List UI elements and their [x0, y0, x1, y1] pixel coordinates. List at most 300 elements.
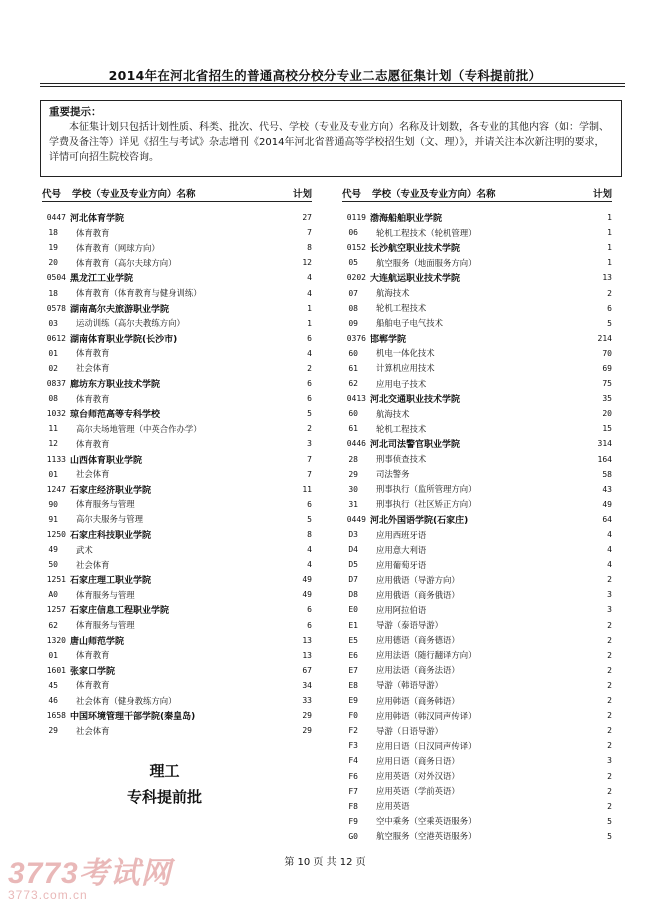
row-plan: 8 — [307, 243, 312, 253]
row-code: 05 — [348, 258, 358, 268]
major-row — [342, 663, 612, 678]
major-row — [342, 376, 612, 391]
major-row — [42, 678, 312, 693]
row-plan: 29 — [302, 711, 312, 721]
major-row — [342, 678, 612, 693]
major-row — [342, 285, 612, 300]
major-row — [42, 225, 312, 240]
row-code: 91 — [48, 514, 58, 524]
school-row — [342, 210, 612, 225]
school-row — [42, 452, 312, 467]
row-code: 1250 — [46, 530, 66, 540]
row-plan: 5 — [307, 409, 312, 419]
row-code: 18 — [48, 228, 58, 238]
row-name: 石家庄信息工程职业学院 — [70, 606, 170, 617]
major-row — [42, 316, 312, 331]
major-row — [342, 587, 612, 602]
row-plan: 214 — [597, 333, 612, 343]
section-title-batch: 专科提前批 — [126, 788, 202, 806]
major-row — [342, 784, 612, 799]
major-row — [342, 723, 612, 738]
title-underline-2 — [40, 86, 625, 87]
row-name: 体育教育 — [76, 227, 110, 238]
row-name: 航空服务（地面服务方向） — [376, 257, 477, 268]
row-code: F9 — [348, 816, 358, 826]
row-plan: 58 — [602, 469, 612, 479]
major-row — [342, 814, 612, 829]
row-name: 刑事侦查技术 — [376, 454, 427, 465]
row-name: 渤海船舶职业学院 — [370, 214, 443, 225]
row-plan: 7 — [307, 469, 312, 479]
row-name: 体育服务与管理 — [76, 620, 135, 631]
row-plan: 64 — [602, 514, 612, 524]
major-row — [342, 225, 612, 240]
row-plan: 4 — [607, 560, 612, 570]
row-name: 应用英语（学前英语） — [376, 786, 460, 797]
major-row — [342, 467, 612, 482]
row-code: 1133 — [46, 454, 66, 464]
row-plan: 1 — [607, 243, 612, 253]
school-row — [342, 331, 612, 346]
left-column — [42, 186, 312, 738]
row-name: 琼台师范高等专科学校 — [70, 410, 161, 421]
row-code: D4 — [348, 545, 358, 555]
row-plan: 4 — [307, 273, 312, 283]
school-row — [342, 436, 612, 451]
row-name: 导游（日语导游） — [376, 725, 443, 736]
row-name: 航海技术 — [376, 288, 410, 299]
major-row — [42, 421, 312, 436]
row-code: 62 — [48, 620, 58, 630]
row-name: 体育教育 — [76, 393, 110, 404]
table-header — [42, 186, 312, 202]
school-row — [42, 376, 312, 391]
major-row — [342, 572, 612, 587]
row-code: 0837 — [46, 379, 66, 389]
school-row — [42, 482, 312, 497]
major-row — [342, 633, 612, 648]
row-name: 导游（韩语导游） — [376, 680, 443, 691]
row-code: E5 — [348, 635, 358, 645]
row-code: 61 — [348, 424, 358, 434]
row-plan: 6 — [307, 605, 312, 615]
major-row — [342, 527, 612, 542]
school-row — [42, 708, 312, 723]
row-name: 廊坊东方职业技术学院 — [70, 380, 161, 391]
school-row — [342, 270, 612, 285]
notice-body: 本征集计划只包括计划性质、科类、批次、代号、学校（专业及专业方向）名称及计划数，各专业的其他内容（如：学制、学费及备注等）详见《招生与考试》杂志增刊《2014年河北省普通高等学校招生划（文、理）》，并请关注本次新注明的要求，详情可向招生院校咨询。 — [49, 122, 609, 163]
row-name: 航空服务（空港英语服务） — [376, 831, 477, 842]
row-name: 应用英语（对外汉语） — [376, 771, 460, 782]
row-code: 18 — [48, 288, 58, 298]
row-name: 湖南体育职业学院(长沙市) — [70, 334, 178, 345]
row-code: 1320 — [46, 635, 66, 645]
watermark-logo — [8, 848, 172, 902]
row-name: 空中乘务（空乘英语服务） — [376, 816, 477, 827]
row-code: 0413 — [346, 394, 366, 404]
row-name: 中国环境管理干部学院(秦皇岛) — [70, 712, 196, 723]
row-code: 30 — [348, 484, 358, 494]
major-row — [42, 361, 312, 376]
major-row — [42, 346, 312, 361]
row-name: 应用意大利语 — [376, 544, 427, 555]
row-name: 社会体育 — [76, 363, 110, 374]
major-row — [342, 602, 612, 617]
row-name: 应用韩语（韩汉同声传译） — [376, 710, 477, 721]
row-plan: 6 — [307, 499, 312, 509]
major-row — [42, 255, 312, 270]
row-plan: 314 — [597, 439, 612, 449]
row-name: 高尔夫服务与管理 — [76, 514, 143, 525]
row-plan: 35 — [602, 394, 612, 404]
row-code: 46 — [48, 696, 58, 706]
row-code: 1032 — [46, 409, 66, 419]
major-row — [42, 436, 312, 451]
row-code: 0119 — [346, 213, 366, 223]
row-code: E0 — [348, 605, 358, 615]
row-code: 02 — [48, 363, 58, 373]
row-plan: 2 — [607, 696, 612, 706]
row-plan: 70 — [602, 348, 612, 358]
row-plan: 49 — [302, 575, 312, 585]
row-code: 01 — [48, 650, 58, 660]
row-code: 19 — [48, 243, 58, 253]
row-plan: 6 — [607, 303, 612, 313]
row-code: 01 — [48, 469, 58, 479]
row-name: 石家庄经济职业学院 — [70, 485, 152, 496]
row-code: E8 — [348, 680, 358, 690]
school-row — [42, 602, 312, 617]
row-code: 1257 — [46, 605, 66, 615]
row-name: 应用葡萄牙语 — [376, 559, 427, 570]
row-name: 社会体育 — [76, 469, 110, 480]
row-plan: 2 — [607, 665, 612, 675]
row-plan: 3 — [607, 756, 612, 766]
header-name: 学校（专业及专业方向）名称 — [72, 189, 196, 200]
school-row — [342, 240, 612, 255]
row-plan: 27 — [302, 213, 312, 223]
row-plan: 4 — [307, 348, 312, 358]
row-plan: 3 — [607, 590, 612, 600]
row-plan: 49 — [302, 590, 312, 600]
row-code: D7 — [348, 575, 358, 585]
major-row — [342, 482, 612, 497]
row-name: 体育教育 — [76, 650, 110, 661]
row-plan: 8 — [307, 530, 312, 540]
row-code: 09 — [348, 318, 358, 328]
row-plan: 69 — [602, 363, 612, 373]
row-name: 体育教育 — [76, 438, 110, 449]
row-name: 石家庄科技职业学院 — [70, 531, 152, 542]
row-name: 河北外国语学院(石家庄) — [370, 515, 469, 526]
header-plan: 计划 — [592, 189, 612, 200]
row-plan: 2 — [607, 620, 612, 630]
row-plan: 4 — [307, 560, 312, 570]
row-code: E1 — [348, 620, 358, 630]
row-name: 河北交通职业技术学院 — [370, 395, 461, 406]
major-row — [342, 799, 612, 814]
row-name: 轮机工程技术（轮机管理） — [376, 227, 477, 238]
row-name: 社会体育 — [76, 725, 110, 736]
row-code: 31 — [348, 499, 358, 509]
row-plan: 29 — [302, 726, 312, 736]
major-row — [42, 391, 312, 406]
row-plan: 2 — [607, 786, 612, 796]
row-code: E7 — [348, 665, 358, 675]
row-name: 应用法语（商务法语） — [376, 665, 460, 676]
row-name: 社会体育（健身教练方向） — [76, 695, 177, 706]
header-plan: 计划 — [292, 189, 312, 200]
row-name: 体育教育 — [76, 348, 110, 359]
row-code: 90 — [48, 499, 58, 509]
row-name: 唐山师范学院 — [70, 636, 125, 647]
watermark-url: 3773.com.cn — [8, 888, 88, 902]
left-table-body — [42, 210, 312, 738]
major-row — [342, 346, 612, 361]
row-plan: 2 — [607, 680, 612, 690]
school-row — [42, 210, 312, 225]
row-plan: 5 — [607, 816, 612, 826]
row-code: 01 — [48, 348, 58, 358]
row-name: 长沙航空职业技术学院 — [370, 244, 461, 255]
row-name: 张家口学院 — [70, 666, 116, 677]
row-code: F6 — [348, 771, 358, 781]
notice-box — [40, 100, 622, 177]
header-code: 代号 — [342, 189, 362, 200]
row-plan: 5 — [307, 514, 312, 524]
row-code: G0 — [348, 831, 358, 841]
row-plan: 2 — [607, 711, 612, 721]
table-header — [342, 186, 612, 202]
row-code: 61 — [348, 363, 358, 373]
row-code: F2 — [348, 726, 358, 736]
row-code: 60 — [348, 348, 358, 358]
row-code: 08 — [48, 394, 58, 404]
row-code: 0446 — [346, 439, 366, 449]
row-code: 1658 — [46, 711, 66, 721]
row-name: 应用俄语（商务俄语） — [376, 589, 460, 600]
row-plan: 3 — [607, 605, 612, 615]
row-name: 导游（泰语导游） — [376, 620, 443, 631]
row-plan: 1 — [307, 318, 312, 328]
school-row — [42, 633, 312, 648]
row-plan: 33 — [302, 696, 312, 706]
row-code: 0376 — [346, 333, 366, 343]
school-row — [42, 301, 312, 316]
row-plan: 164 — [597, 454, 612, 464]
row-code: 08 — [348, 303, 358, 313]
major-row — [42, 497, 312, 512]
row-code: 0612 — [46, 333, 66, 343]
row-name: 体育教育（高尔夫球方向） — [76, 257, 177, 268]
row-code: 0152 — [346, 243, 366, 253]
row-plan: 2 — [307, 424, 312, 434]
row-code: D8 — [348, 590, 358, 600]
school-row — [42, 663, 312, 678]
major-row — [342, 406, 612, 421]
row-name: 应用西班牙语 — [376, 529, 427, 540]
major-row — [342, 497, 612, 512]
major-row — [342, 557, 612, 572]
row-code: 62 — [348, 379, 358, 389]
row-plan: 20 — [602, 409, 612, 419]
row-name: 应用电子技术 — [376, 378, 427, 389]
title-underline — [40, 83, 625, 84]
right-column — [342, 186, 612, 844]
row-code: 0504 — [46, 273, 66, 283]
row-name: 河北司法警官职业学院 — [370, 440, 461, 451]
row-plan: 2 — [607, 575, 612, 585]
page-footer: 第 10 页 共 12 页 — [284, 857, 366, 868]
row-code: 0578 — [46, 303, 66, 313]
row-plan: 4 — [307, 288, 312, 298]
row-plan: 2 — [607, 635, 612, 645]
school-row — [342, 512, 612, 527]
row-name: 河北体育学院 — [70, 214, 125, 225]
row-code: 1247 — [46, 484, 66, 494]
row-plan: 13 — [302, 650, 312, 660]
row-name: 社会体育 — [76, 559, 110, 570]
row-plan: 6 — [307, 333, 312, 343]
row-name: 高尔夫场地管理（中英合作办学） — [76, 423, 202, 434]
row-name: 邯郸学院 — [370, 334, 407, 345]
major-row — [342, 316, 612, 331]
row-code: F7 — [348, 786, 358, 796]
row-code: D5 — [348, 560, 358, 570]
row-plan: 1 — [607, 228, 612, 238]
major-row — [42, 240, 312, 255]
row-name: 航海技术 — [376, 408, 410, 419]
row-code: 1601 — [46, 665, 66, 675]
row-plan: 1 — [307, 303, 312, 313]
row-plan: 2 — [307, 363, 312, 373]
major-row — [342, 618, 612, 633]
row-code: 29 — [348, 469, 358, 479]
row-code: 20 — [48, 258, 58, 268]
row-name: 船舶电子电气技术 — [376, 318, 443, 329]
major-row — [42, 587, 312, 602]
row-plan: 49 — [602, 499, 612, 509]
row-code: 0447 — [46, 213, 66, 223]
row-plan: 4 — [307, 545, 312, 555]
major-row — [342, 738, 612, 753]
row-code: E6 — [348, 650, 358, 660]
watermark-logo-text: 3773考试网 — [8, 857, 172, 890]
row-plan: 2 — [607, 288, 612, 298]
row-name: 黑龙江工业学院 — [70, 274, 134, 285]
major-row — [342, 753, 612, 768]
row-name: 计算机应用技术 — [376, 363, 435, 374]
major-row — [342, 361, 612, 376]
row-name: 湖南高尔夫旅游职业学院 — [70, 304, 170, 315]
row-code: 45 — [48, 680, 58, 690]
row-code: F0 — [348, 711, 358, 721]
row-plan: 1 — [607, 258, 612, 268]
row-code: 06 — [348, 228, 358, 238]
row-code: 03 — [48, 318, 58, 328]
row-name: 体育教育（体育教育与健身训练） — [76, 288, 202, 299]
major-row — [42, 648, 312, 663]
row-plan: 2 — [607, 801, 612, 811]
row-plan: 2 — [607, 741, 612, 751]
row-name: 山西体育职业学院 — [70, 455, 143, 466]
major-row — [42, 512, 312, 527]
school-row — [42, 331, 312, 346]
page-title: 2014年在河北省招生的普通高校分校分专业二志愿征集计划（专科提前批） — [108, 68, 542, 83]
row-plan: 34 — [302, 680, 312, 690]
row-name: 轮机工程技术 — [376, 303, 427, 314]
row-plan: 4 — [607, 530, 612, 540]
major-row — [342, 693, 612, 708]
row-name: 应用日语（商务日语） — [376, 755, 460, 766]
row-code: 60 — [348, 409, 358, 419]
major-row — [42, 285, 312, 300]
major-row — [42, 723, 312, 738]
major-row — [342, 829, 612, 844]
school-row — [342, 391, 612, 406]
row-plan: 43 — [602, 484, 612, 494]
row-plan: 2 — [607, 726, 612, 736]
row-name: 刑事执行（社区矫正方向） — [376, 499, 477, 510]
row-plan: 6 — [307, 620, 312, 630]
row-name: 刑事执行（监所管理方向） — [376, 484, 477, 495]
row-name: 应用阿拉伯语 — [376, 604, 427, 615]
row-plan: 67 — [302, 665, 312, 675]
row-code: D3 — [348, 530, 358, 540]
school-row — [42, 572, 312, 587]
major-row — [42, 693, 312, 708]
row-name: 轮机工程技术 — [376, 423, 427, 434]
row-name: 应用英语 — [376, 801, 410, 812]
row-plan: 11 — [302, 484, 312, 494]
row-code: F8 — [348, 801, 358, 811]
row-code: F3 — [348, 741, 358, 751]
row-name: 机电一体化技术 — [376, 348, 435, 359]
row-plan: 4 — [607, 545, 612, 555]
row-name: 体育服务与管理 — [76, 589, 135, 600]
major-row — [342, 648, 612, 663]
major-row — [42, 542, 312, 557]
header-name: 学校（专业及专业方向）名称 — [372, 189, 496, 200]
major-row — [342, 421, 612, 436]
row-name: 运动训练（高尔夫教练方向） — [76, 318, 185, 329]
row-plan: 5 — [607, 831, 612, 841]
row-plan: 2 — [607, 771, 612, 781]
row-code: 0449 — [346, 514, 366, 524]
row-code: 11 — [48, 424, 58, 434]
row-code: 07 — [348, 288, 358, 298]
school-row — [42, 270, 312, 285]
row-name: 应用德语（商务德语） — [376, 635, 460, 646]
right-table-body — [342, 210, 612, 844]
major-row — [42, 467, 312, 482]
row-code: A0 — [48, 590, 58, 600]
header-code: 代号 — [42, 189, 62, 200]
row-code: F4 — [348, 756, 358, 766]
row-name: 石家庄理工职业学院 — [70, 576, 152, 587]
row-plan: 5 — [607, 318, 612, 328]
row-plan: 2 — [607, 650, 612, 660]
major-row — [42, 557, 312, 572]
row-code: 12 — [48, 439, 58, 449]
row-name: 应用俄语（导游方向） — [376, 574, 460, 585]
row-plan: 15 — [602, 424, 612, 434]
school-row — [42, 406, 312, 421]
row-name: 应用日语（日汉同声传译） — [376, 740, 477, 751]
row-name: 体育教育 — [76, 680, 110, 691]
school-row — [42, 527, 312, 542]
row-name: 司法警务 — [376, 469, 410, 480]
